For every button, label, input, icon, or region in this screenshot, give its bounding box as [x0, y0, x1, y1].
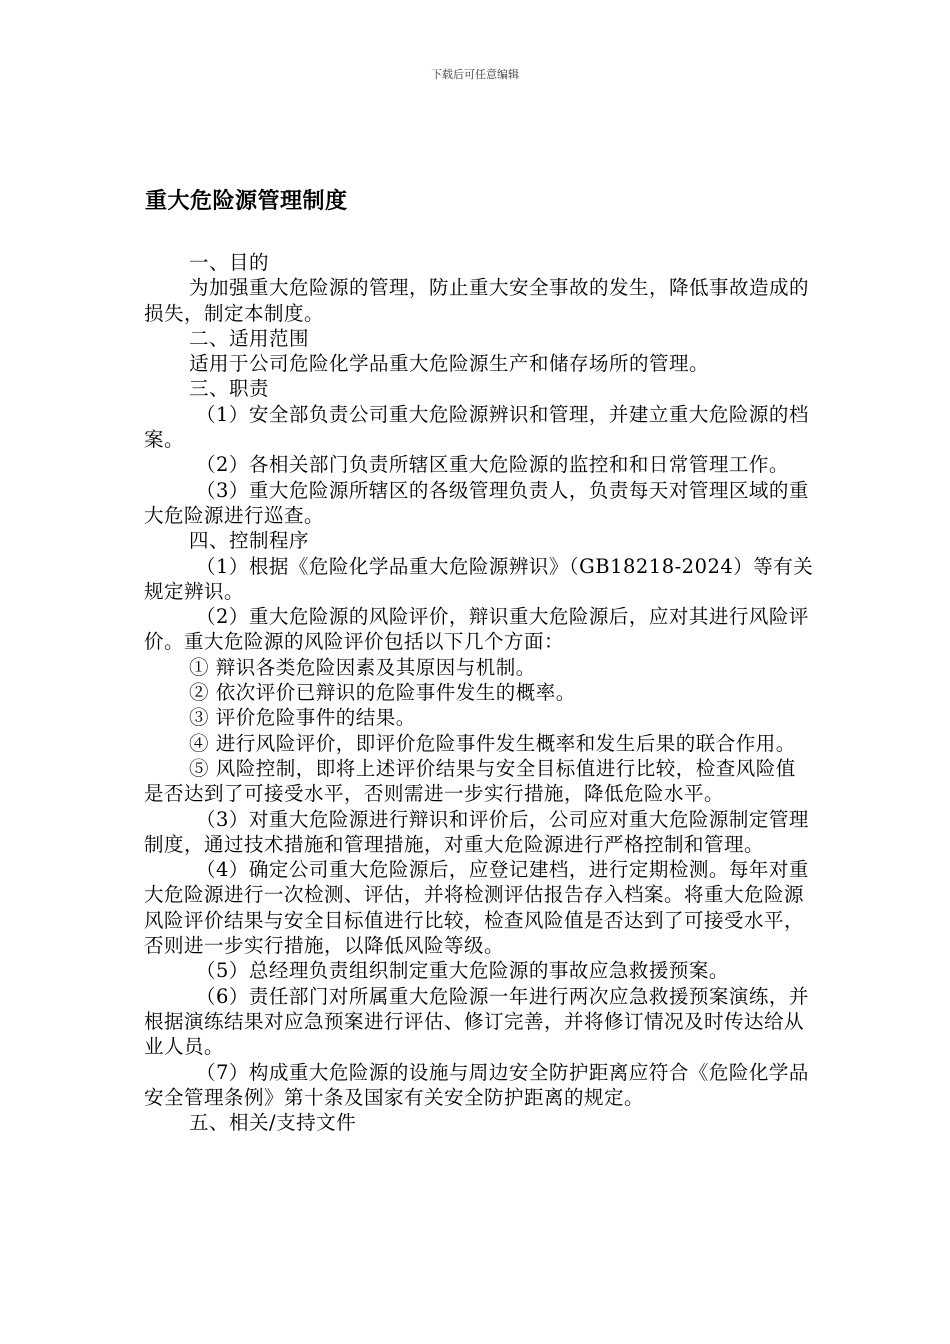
procedure-item-7: （7）构成重大危险源的设施与周边安全防护距离应符合《危险化学品安全管理条例》第十条及国家有关安全防护距离的规定。 — [144, 1060, 809, 1109]
paragraph-scope: 适用于公司危险化学品重大危险源生产和储存场所的管理。 — [189, 352, 710, 376]
risk-step-2: ② 依次评价已辩识的危险事件发生的概率。 — [189, 681, 576, 705]
procedure-item-4: （4）确定公司重大危险源后，应登记建档，进行定期检测。每年对重大危险源进行一次检测、评估，并将检测评估报告存入档案。将重大危险源风险评价结果与安全目标值进行比较，检查风险值是否达到了可接受水平，否则进一步实行措施，以降低风险等级。 — [144, 858, 809, 958]
procedure-item-5: （5）总经理负责组织制定重大危险源的事故应急救援预案。 — [196, 959, 729, 983]
responsibility-item-3: （3）重大危险源所辖区的各级管理负责人，负责每天对管理区域的重大危险源进行巡查。 — [144, 478, 809, 527]
document-body — [144, 250, 814, 1135]
procedure-item-1: （1）根据《危险化学品重大危险源辨识》（GB18218-2024）等有关规定辨识。 — [144, 554, 814, 603]
section-heading-responsibilities: 三、职责 — [189, 377, 270, 401]
responsibility-item-1: （1）安全部负责公司重大危险源辨识和管理，并建立重大危险源的档案。 — [144, 402, 809, 452]
risk-step-5: ⑤ 风险控制，即将上述评价结果与安全目标值进行比较，检查风险值是否达到了可接受水平，否则需进一步实行措施，降低危险水平。 — [144, 756, 796, 806]
section-heading-scope: 二、适用范围 — [189, 326, 310, 350]
risk-step-4: ④ 进行风险评价，即评价危险事件发生概率和发生后果的联合作用。 — [189, 731, 796, 755]
section-heading-procedure: 四、控制程序 — [189, 529, 310, 553]
section-heading-purpose: 一、目的 — [189, 251, 270, 274]
risk-step-1: ① 辩识各类危险因素及其原因与机制。 — [189, 655, 536, 679]
paragraph-purpose: 为加强重大危险源的管理，防止重大安全事故的发生，降低事故造成的损失，制定本制度。 — [144, 276, 810, 325]
procedure-item-6: （6）责任部门对所属重大危险源一年进行两次应急救援预案演练，并根据演练结果对应急预案进行评估、修订完善，并将修订情况及时传达给从业人员。 — [144, 984, 809, 1059]
risk-step-3: ③ 评价危险事件的结果。 — [189, 706, 416, 730]
page-header-note: 下载后可任意编辑 — [431, 68, 519, 81]
section-heading-related-documents: 五、相关/支持文件 — [189, 1111, 357, 1135]
procedure-item-2: （2）重大危险源的风险评价，辩识重大危险源后，应对其进行风险评价。重大危险源的风险评价包括以下几个方面： — [144, 605, 809, 654]
document-title: 重大危险源管理制度 — [145, 189, 348, 214]
procedure-item-3: （3）对重大危险源进行辩识和评价后，公司应对重大危险源制定管理制度，通过技术措施和管理措施，对重大危险源进行严格控制和管理。 — [144, 807, 809, 856]
responsibility-item-2: （2）各相关部门负责所辖区重大危险源的监控和和日常管理工作。 — [196, 453, 789, 477]
